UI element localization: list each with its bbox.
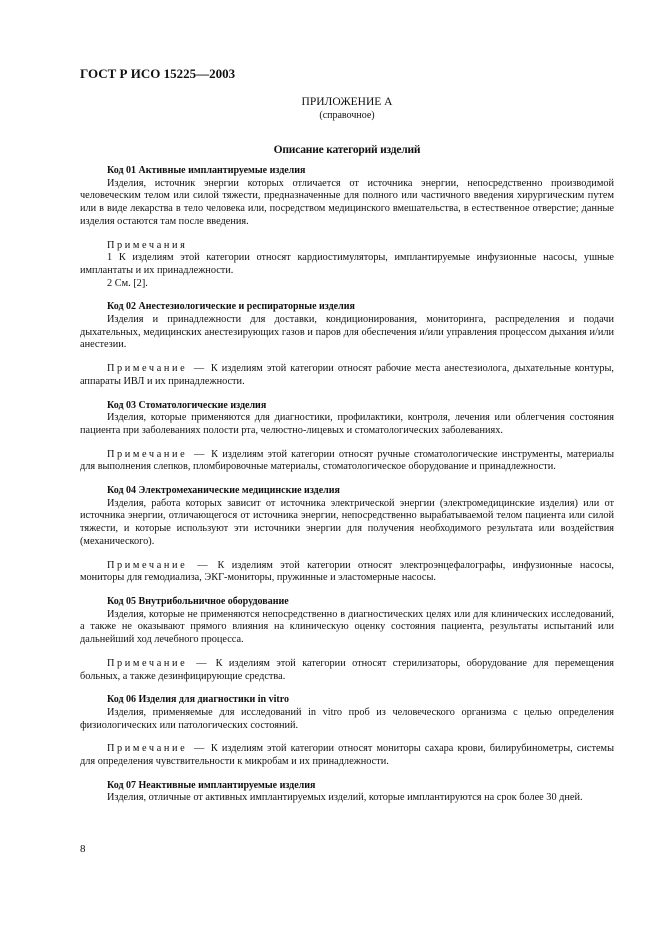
code-01-notes-label: Примечания — [107, 239, 188, 251]
code-06-note: Примечание — К изделиям этой категории относят мониторы сахара крови, билирубинометры, системы для определения чувствительности к микробам и их принадлежности. — [80, 743, 614, 768]
section-title: Описание категорий изделий — [273, 144, 421, 156]
code-07-text: Изделия, отличные от активных имплантируемых изделий, которые имплантируются на срок более 30 дней. — [107, 792, 583, 804]
code-03-note: Примечание — К изделиям этой категории относят ручные стоматологические инструменты, материалы для выполнения слепков, пломбировочные материалы, стоматологическое оборудование и принадлежности. — [80, 448, 614, 473]
code-04-note: Примечание — К изделиям этой категории относят электроэнцефалографы, инфузионные насосы, мониторы для гемодиализа, ЭКГ-мониторы, пружинные и эластомерные насосы. — [80, 559, 615, 584]
annex-heading — [80, 96, 614, 122]
code-03-heading: Код 03 Стоматологические изделия — [107, 399, 267, 411]
code-04-text: Изделия, работа которых зависит от источника электрической энергии (электромедицинские изделия) или от источника энергии, отличающегося от источника энергии, непосредственно вырабатываемой телом пациента или силой тяжести, и которые используют эти источники энергии для получения необходимого результата или воздействия (механического). — [80, 497, 614, 547]
code-03-text: Изделия, которые применяются для диагностики, профилактики, контроля, лечения или облегчения состояния пациента при заболеваниях полости рта, челюстно-лицевых и стоматологических заболеваниях. — [80, 412, 614, 436]
code-06-text: Изделия, применяемые для исследований in vitro проб из человеческого организма с целью определения физиологических или патологических состояний. — [80, 706, 614, 731]
document-body — [80, 165, 614, 805]
code-01-note-1: 1 К изделиям этой категории относят кардиостимуляторы, имплантируемые инфузионные насосы, ушные имплантаты и их принадлежности. — [80, 252, 614, 276]
code-06-heading: Код 06 Изделия для диагностики in vitro — [107, 694, 289, 706]
annex-subtitle: (справочное) — [319, 110, 375, 121]
code-04-heading: Код 04 Электромеханические медицинские изделия — [107, 485, 340, 497]
annex-title: ПРИЛОЖЕНИЕ А — [301, 96, 393, 108]
document-header: ГОСТ Р ИСО 15225—2003 — [80, 66, 236, 81]
code-01-heading: Код 01 Активные имплантируемые изделия — [107, 165, 306, 176]
code-02-text: Изделия и принадлежности для доставки, кондиционирования, мониторинга, распределения и подачи дыхательных, медицинских анестезирующих газов и паров для обеспечения и/или управления процессом дыхания и/или анестезии. — [80, 314, 614, 351]
code-02-heading: Код 02 Анестезиологические и респираторные изделия — [107, 301, 355, 313]
code-05-text: Изделия, которые не применяются непосредственно в диагностических целях или для клинических исследований, а также не оказывают прямого влияния на клиническую оценку состояния пациента, результаты испытаний или дальнейший ход лечебного процесса. — [80, 608, 614, 646]
code-05-note: Примечание — К изделиям этой категории относят стерилизаторы, оборудование для перемещения больных, а также дезинфицирующие средства. — [80, 657, 614, 682]
code-01-text: Изделия, источник энергии которых отличается от источника энергии, непосредственно производимой человеческим телом или силой тяжести, предназначенные для полного или частичного введения хирургическим путем или в виде лекарства в тело человека или, посредством медицинского вмешательства, в естественное отверстие; данные изделия остаются там после введения. — [80, 177, 614, 227]
code-02-note: Примечание — К изделиям этой категории относят рабочие места анестезиолога, дыхательные контуры, аппараты ИВЛ и их принадлежности. — [80, 363, 614, 387]
code-05-heading: Код 05 Внутрибольничное оборудование — [107, 595, 289, 607]
code-07-heading: Код 07 Неактивные имплантируемые изделия — [107, 779, 316, 791]
page-number: 8 — [80, 843, 86, 855]
code-01-note-2: 2 См. [2]. — [107, 277, 148, 289]
